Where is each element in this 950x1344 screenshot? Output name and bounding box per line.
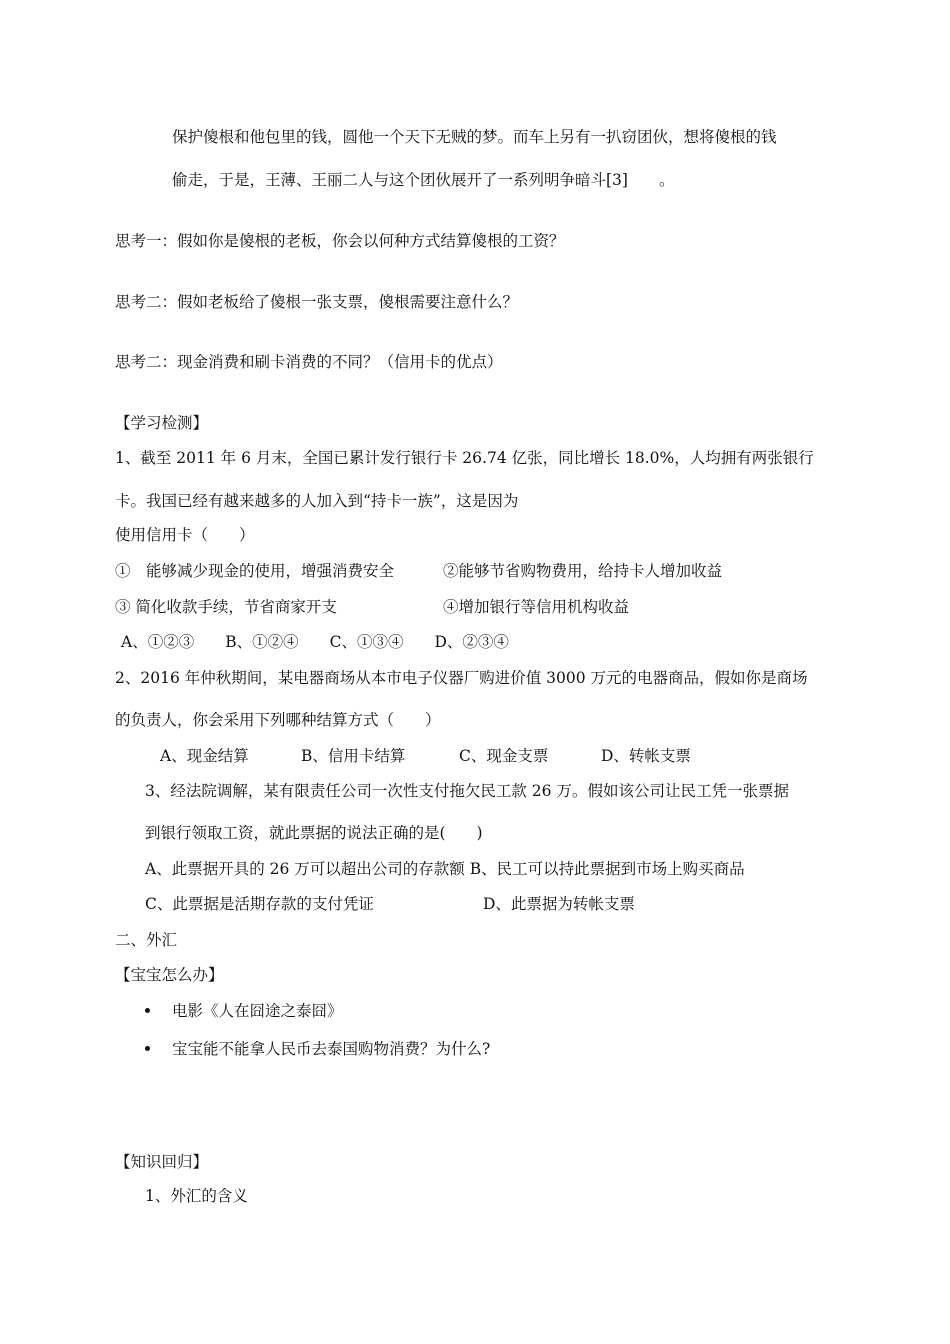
q3-line-1: 3、经法院调解，某有限责任公司一次性支付拖欠民工款 26 万。假如该公司让民工凭一张票据 [145, 782, 789, 800]
bullet-item-2: 宝宝能不能拿人民币去泰国购物消费？为什么? [172, 1040, 491, 1058]
q3-options-a-b: A、此票据开具的 26 万可以超出公司的存款额 B、民工可以持此票据到市场上购买商品 [145, 860, 745, 878]
q1-choices: A、①②③ B、①②④ C、①③④ D、②③④ [121, 633, 509, 651]
q1-line-3: 使用信用卡（ ） [115, 526, 255, 544]
q2-line-1: 2、2016 年仲秋期间，某电器商场从本市电子仪器厂购进价值 3000 万元的电器商品，假如你是商场 [115, 669, 808, 687]
thinking-question-1: 思考一：假如你是傻根的老板，你会以何种方式结算傻根的工资？ [115, 232, 565, 250]
q3-option-d: D、此票据为转帐支票 [483, 895, 635, 913]
q1-line-2: 卡。我国已经有越来越多的人加入到“持卡一族”，这是因为 [115, 492, 519, 510]
q1-statement-2: ②能够节省购物费用，给持卡人增加收益 [443, 562, 723, 580]
section-title-forex: 二、外汇 [115, 931, 178, 949]
q1-line-1: 1、截至 2011 年 6 月末，全国已累计发行银行卡 26.74 亿张，同比增长 18.0%，人均拥有两张银行 [115, 449, 814, 467]
bullet-item-1: 电影《人在囧途之泰囧》 [172, 1002, 343, 1020]
case-heading: 【宝宝怎么办】 [115, 966, 224, 984]
q2-option-b: B、信用卡结算 [301, 747, 406, 765]
thinking-question-3: 思考二：现金消费和刷卡消费的不同？（信用卡的优点） [115, 353, 503, 371]
q3-option-c: C、此票据是活期存款的支付凭证 [145, 895, 374, 913]
section-heading-study-check: 【学习检测】 [115, 414, 209, 432]
bullet-dot-2 [145, 1046, 150, 1051]
q2-line-2: 的负责人，你会采用下列哪种结算方式（ ） [115, 711, 441, 729]
q2-option-d: D、转帐支票 [601, 747, 691, 765]
q2-option-c: C、现金支票 [459, 747, 549, 765]
q1-statement-3: ③ 简化收款手续，节省商家开支 [115, 598, 337, 616]
q2-option-a: A、现金结算 [160, 747, 249, 765]
q3-line-2: 到银行领取工资，就此票据的说法正确的是( ) [145, 824, 483, 842]
intro-line-2: 偷走，于是，王薄、王丽二人与这个团伙展开了一系列明争暗斗[3] 。 [172, 171, 675, 189]
thinking-question-2: 思考二：假如老板给了傻根一张支票，傻根需要注意什么？ [115, 293, 519, 311]
review-item-1: 1、外汇的含义 [145, 1187, 248, 1205]
intro-line-1: 保护傻根和他包里的钱，圆他一个天下无贼的梦。而车上另有一扒窃团伙，想将傻根的钱 [172, 128, 777, 146]
knowledge-review-heading: 【知识回归】 [115, 1153, 209, 1171]
q1-statement-4: ④增加银行等信用机构收益 [443, 598, 630, 616]
bullet-dot-1 [145, 1008, 150, 1013]
q1-statement-1: ① 能够减少现金的使用，增强消费安全 [115, 562, 395, 580]
